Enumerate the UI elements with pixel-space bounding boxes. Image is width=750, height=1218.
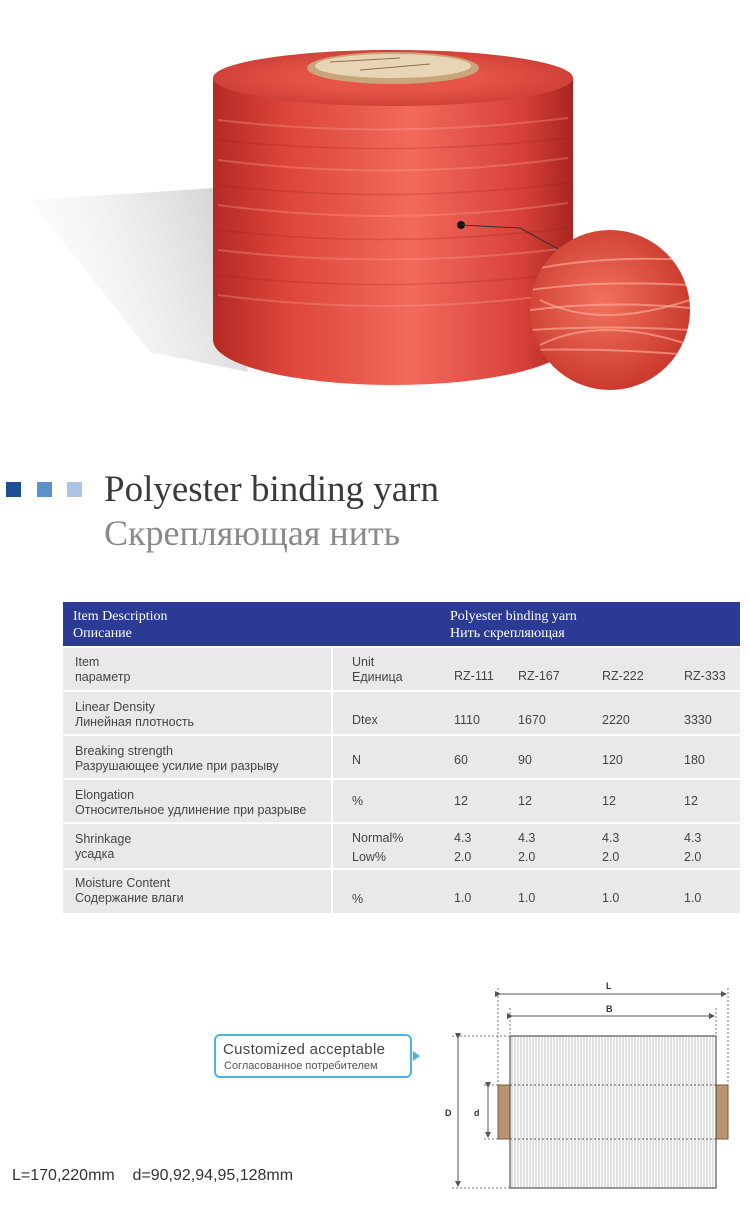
row-value: 4.3: [454, 831, 472, 845]
table-row-params: [63, 648, 740, 690]
row-value: 2220: [602, 713, 630, 727]
table-header: [63, 602, 740, 646]
model-label: RZ-167: [518, 669, 560, 683]
row-value: 60: [454, 753, 468, 767]
param-unit-en: Unit: [352, 655, 375, 669]
param-item-ru: параметр: [75, 670, 131, 684]
title-square-mid: [37, 482, 52, 497]
row-name-ru: Содержание влаги: [75, 891, 184, 905]
row-unit-secondary: Low%: [352, 850, 387, 864]
row-name-en: Breaking strength: [75, 744, 173, 758]
row-value: 1.0: [518, 891, 536, 905]
row-value: 1.0: [602, 891, 620, 905]
header-product-name: Polyester binding yarn Нить скрепляющая: [450, 609, 577, 641]
label-D: D: [445, 1108, 452, 1118]
label-d: d: [474, 1108, 480, 1118]
row-unit: %: [352, 794, 364, 808]
row-value-secondary: 2.0: [602, 850, 620, 864]
row-value: 4.3: [684, 831, 702, 845]
model-label: RZ-333: [684, 669, 726, 683]
row-name-en: Moisture Content: [75, 876, 171, 890]
table-row: [63, 870, 740, 913]
bobbin-body: [510, 1036, 716, 1188]
row-name-en: Linear Density: [75, 700, 155, 714]
row-value: 4.3: [518, 831, 536, 845]
label-B: B: [606, 1004, 613, 1014]
param-unit-ru: Единица: [352, 670, 403, 684]
badge-line-ru: Согласованное потребителем: [224, 1060, 378, 1072]
product-photo-yarn-bobbin: [0, 0, 750, 420]
badge-line-en: Customized acceptable: [223, 1041, 386, 1058]
row-unit: N: [352, 753, 362, 767]
row-value: 1670: [518, 713, 546, 727]
table-row: [63, 780, 740, 822]
bobbin-dimension-diagram: [436, 972, 750, 1200]
table-row: [63, 824, 740, 868]
table-row: [63, 736, 740, 778]
row-value: 3330: [684, 713, 712, 727]
header-item-description: Item Description Описание: [73, 609, 168, 641]
row-value: 1.0: [454, 891, 472, 905]
row-value-secondary: 2.0: [454, 850, 472, 864]
customized-badge: [214, 1034, 412, 1078]
label-L: L: [606, 981, 612, 991]
row-value: 12: [602, 794, 616, 808]
row-unit: %: [352, 892, 364, 906]
title-square-dark: [6, 482, 21, 497]
row-name-en: Elongation: [75, 788, 135, 802]
model-label: RZ-111: [454, 669, 494, 683]
row-value: 120: [602, 753, 623, 767]
row-name-ru: усадка: [75, 847, 115, 861]
page-title-ru: Скрепляющая нить: [104, 513, 401, 553]
spec-table: [63, 602, 740, 913]
column-divider: [331, 648, 333, 913]
dimensions-text: L=170,220mm d=90,92,94,95,128mm: [12, 1167, 294, 1184]
title-square-light: [67, 482, 82, 497]
model-label: RZ-222: [602, 669, 644, 683]
row-name-ru: Разрушающее усилие при разрыву: [75, 759, 279, 773]
page-title-en: Polyester binding yarn: [104, 469, 440, 510]
row-unit: Normal%: [352, 831, 404, 845]
row-unit: Dtex: [352, 713, 378, 727]
row-name-en: Shrinkage: [75, 832, 132, 846]
row-value: 1.0: [684, 891, 702, 905]
row-value: 12: [518, 794, 532, 808]
row-value-secondary: 2.0: [518, 850, 536, 864]
row-value: 12: [454, 794, 468, 808]
row-value: 1110: [454, 713, 480, 727]
param-item-en: Item: [75, 655, 100, 669]
row-value: 180: [684, 753, 705, 767]
badge-pointer: [413, 1051, 420, 1061]
row-value-secondary: 2.0: [684, 850, 702, 864]
row-value: 12: [684, 794, 698, 808]
row-value: 4.3: [602, 831, 620, 845]
row-value: 90: [518, 753, 532, 767]
table-row: [63, 692, 740, 734]
row-name-ru: Линейная плотность: [75, 715, 195, 729]
row-name-ru: Относительное удлинение при разрыве: [75, 803, 307, 817]
fiber-zoom-circle: [530, 230, 690, 390]
